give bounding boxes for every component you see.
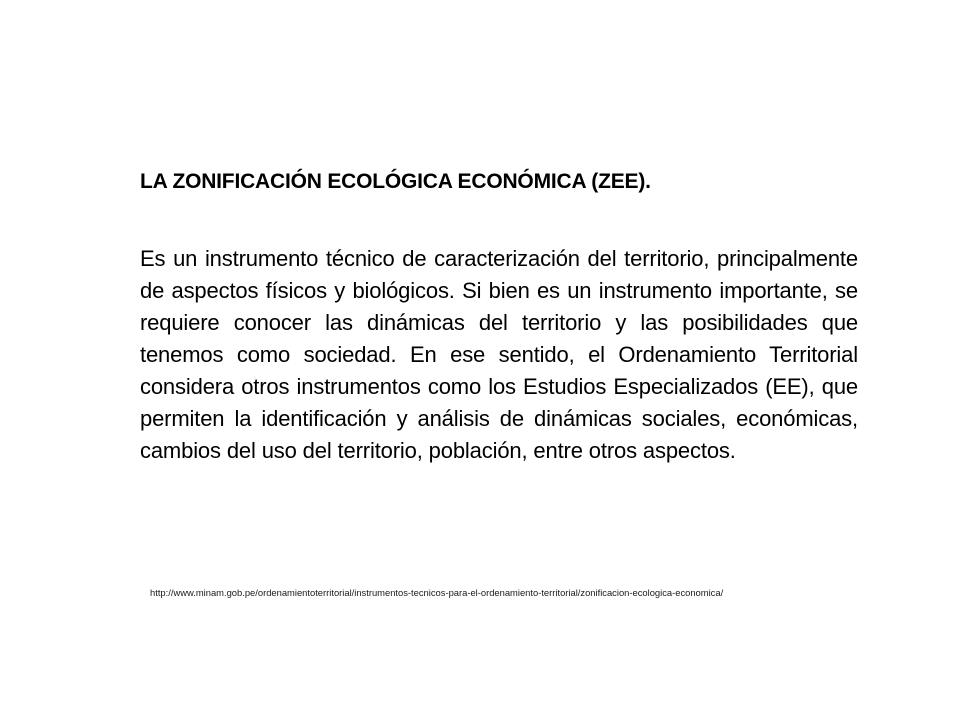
slide-title: LA ZONIFICACIÓN ECOLÓGICA ECONÓMICA (ZEE).: [140, 170, 651, 193]
slide-body-paragraph: Es un instrumento técnico de caracterización del territorio, principalmente de aspectos físicos y biológicos. Si bien es un instrumento importante, se requiere conocer las dinámicas del territorio y las posibilidades que tenemos como sociedad. En ese sentido, el Ordenamiento Territorial considera otros instrumentos como los Estudios Especializados (EE), que permiten la identificación y análisis de dinámicas sociales, económicas, cambios del uso del territorio, población, entre otros aspectos.: [140, 246, 858, 463]
source-url-text: http://www.minam.gob.pe/ordenamientoterritorial/instrumentos-tecnicos-para-el-ordenamiento-territorial/zonificacion-ecologica-economica/: [150, 587, 724, 598]
